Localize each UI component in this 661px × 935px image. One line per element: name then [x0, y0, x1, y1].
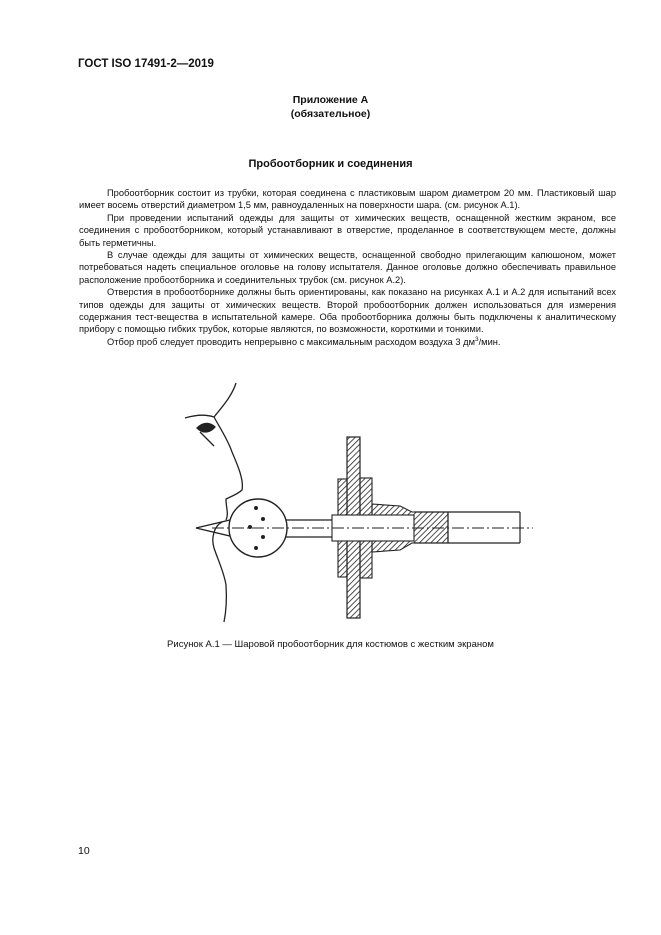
annex-title: Приложение А [292, 94, 369, 106]
figure-a1-drawing [160, 378, 540, 628]
paragraph: Отверстия в пробоотборнике должны быть ориентированы, как показано на рисунках А.1 и А.2 для испытаний всех типов одежды для защиты от химических веществ. Второй пробоотборник должен использоваться для измерения содержания тест-вещества в испытательной камере. Оба пробоотборника должны быть подключены к аналитическому прибору с помощью гибких трубок, которые являются, по возможности, короткими и тонкими. [79, 287, 616, 335]
paragraph-text: Отбор проб следует проводить непрерывно с максимальным расходом воздуха 3 дм [107, 336, 475, 347]
annex-status: (обязательное) [290, 108, 371, 120]
figure-caption: Рисунок А.1 — Шаровой пробоотборник для костюмов с жестким экраном [167, 639, 494, 650]
paragraph: В случае одежды для защиты от химических веществ, оснащенной свободно прилегающим капюшоном, может потребоваться надеть специальное оголовье на голову испытателя. Данное оголовье должно обеспечивать правильное расположение пробоотборника и соединительных трубок (см. рисунок А.2). [79, 250, 616, 285]
superscript: 3 [474, 335, 479, 343]
paragraph: Пробоотборник состоит из трубки, которая соединена с пластиковым шаром диаметром 20 мм. Пластиковый шар имеет восемь отверстий диаметром 1,5 мм, равноудаленных на поверхности шара. (см. рисунок А.1). [79, 188, 616, 211]
page-number: 10 [78, 845, 90, 857]
body-text [79, 187, 616, 348]
paragraph-last [79, 336, 616, 348]
document-header: ГОСТ ISO 17491-2—2019 [78, 58, 214, 70]
section-title: Пробоотборник и соединения [248, 158, 413, 170]
probe-tube [286, 520, 338, 537]
paragraph: При проведении испытаний одежды для защиты от химических веществ, оснащенной жестким экраном, все соединения с пробоотборником, который устанавливают в отверстие, проделанное в соответствующем месте, должны быть герметичны. [79, 212, 616, 248]
face-profile [185, 383, 242, 622]
paragraph-tail: /мин. [478, 336, 501, 347]
